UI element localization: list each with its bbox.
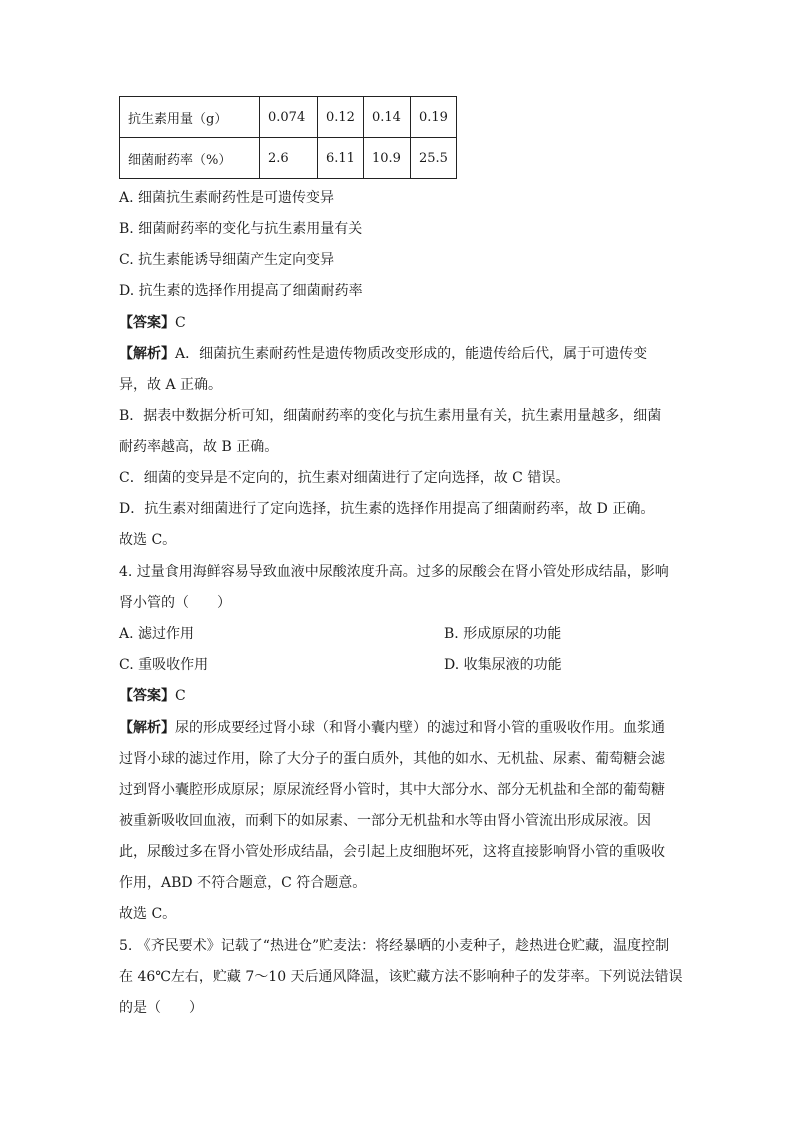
table-cell: 25.5 xyxy=(410,138,456,179)
q4-analysis-line: 作用，ABD 不符合题意，C 符合题意。 xyxy=(119,875,367,891)
q3-analysis-line: B．据表中数据分析可知，细菌耐药率的变化与抗生素用量有关，抗生素用量越多，细菌 xyxy=(119,408,662,424)
q3-analysis-line: 【解析】A．细菌抗生素耐药性是遗传物质改变形成的，能遗传给后代，属于可遗传变 xyxy=(119,346,648,362)
antibiotic-data-table xyxy=(119,96,457,179)
q3-option-b: B. 细菌耐药率的变化与抗生素用量有关 xyxy=(119,221,363,237)
row-header: 细菌耐药率（%） xyxy=(120,138,260,179)
table-row xyxy=(120,97,457,138)
table-cell: 0.14 xyxy=(363,97,410,138)
q4-analysis-line: 过到肾小囊腔形成原尿；原尿流经肾小管时，其中大部分水、部分无机盐和全部的葡萄糖 xyxy=(119,782,665,798)
q4-option-a: A. 滤过作用 xyxy=(119,626,195,642)
q3-analysis-line: C．细菌的变异是不定向的，抗生素对细菌进行了定向选择，故 C 错误。 xyxy=(119,470,570,486)
table-cell: 0.074 xyxy=(260,97,318,138)
q4-option-d: D. 收集尿液的功能 xyxy=(444,657,562,673)
q5-stem: 的是（ ） xyxy=(119,1000,203,1016)
answer-label: 【答案】 xyxy=(119,315,175,331)
q3-option-a: A. 细菌抗生素耐药性是可遗传变异 xyxy=(119,190,335,206)
q3-conclusion: 故选 C。 xyxy=(119,532,177,548)
table-cell: 6.11 xyxy=(318,138,364,179)
q4-analysis-line: 此，尿酸过多在肾小管处形成结晶，会引起上皮细胞坏死，这将直接影响肾小管的重吸收 xyxy=(119,844,665,860)
table-cell: 2.6 xyxy=(260,138,318,179)
q3-analysis-line: 异，故 A 正确。 xyxy=(119,377,223,393)
answer-value: C xyxy=(175,688,186,704)
answer-label: 【答案】 xyxy=(119,688,175,704)
table-row xyxy=(120,138,457,179)
q4-option-c: C. 重吸收作用 xyxy=(119,657,209,673)
q5-stem: 5. 《齐民要术》记载了“热进仓”贮麦法：将经暴晒的小麦种子，趁热进仓贮藏，温度控制 xyxy=(119,938,670,954)
q3-option-d: D. 抗生素的选择作用提高了细菌耐药率 xyxy=(119,283,363,299)
q3-analysis-line: D．抗生素对细菌进行了定向选择，抗生素的选择作用提高了细菌耐药率，故 D 正确。 xyxy=(119,501,655,517)
table-cell: 0.19 xyxy=(410,97,456,138)
q3-answer xyxy=(119,313,186,333)
q3-option-c: C. 抗生素能诱导细菌产生定向变异 xyxy=(119,252,335,268)
analysis-label: 【解析】 xyxy=(119,346,175,362)
table-cell: 0.12 xyxy=(318,97,364,138)
q3-analysis-line: 耐药率越高，故 B 正确。 xyxy=(119,439,279,455)
analysis-label: 【解析】 xyxy=(119,720,175,736)
q5-stem: 在 46℃左右，贮藏 7～10 天后通风降温，该贮藏方法不影响种子的发芽率。下列说法错误 xyxy=(119,969,683,985)
q4-option-b: B. 形成原尿的功能 xyxy=(444,626,562,642)
q4-analysis-line: 被重新吸收回血液，而剩下的如尿素、一部分无机盐和水等由肾小管流出形成尿液。因 xyxy=(119,813,651,829)
q4-answer xyxy=(119,686,186,706)
q4-conclusion: 故选 C。 xyxy=(119,906,177,922)
q4-analysis-line: 【解析】尿的形成要经过肾小球（和肾小囊内壁）的滤过和肾小管的重吸收作用。血浆通 xyxy=(119,720,665,736)
q4-stem: 4. 过量食用海鲜容易导致血液中尿酸浓度升高。过多的尿酸会在肾小管处形成结晶，影响 xyxy=(119,564,669,580)
answer-value: C xyxy=(175,315,186,331)
row-header: 抗生素用量（g） xyxy=(120,97,260,138)
table-cell: 10.9 xyxy=(363,138,410,179)
q4-analysis-line: 过肾小球的滤过作用，除了大分子的蛋白质外，其他的如水、无机盐、尿素、葡萄糖会滤 xyxy=(119,751,665,767)
q4-stem: 肾小管的（ ） xyxy=(119,595,231,611)
